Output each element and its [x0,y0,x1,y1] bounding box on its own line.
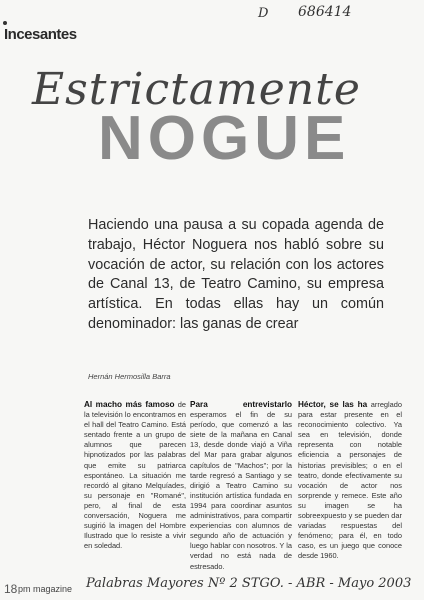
body-column-2 [190,400,292,572]
magazine-name: pm magazine [18,584,73,594]
column-text: esperamos el fin de su período, que comenzó a las siete de la mañana en Canal 13, desde donde viajó a Viña del Mar para grabar algunos capítulos de "Machos"; por la tarde regresó a Santiago y se dirigió a Teatro Camino su institución artística fundada en 1994 para coordinar asuntos administrativos, para compartir experiencias con alumnos de segundo año de actuación y luego hablar con nosotros. Y la verdad no está nada de estresado. [190,410,292,571]
column-text: de la televisión lo encontramos en el hall del Teatro Camino. Está sentado frente a un grupo de alumnos que parecen hipnotizados por las palabras que emite su patriarca espontáneo. La situación me recordó al gitano Melquíades, su personaje en "Romané", pero, al final de esta conversación, Noguera me sugirió la imagen del Hombre Ilustrado que lo resiste a vivir en soledad. [84,400,186,551]
handwritten-source-note: Palabras Mayores Nº 2 STGO. - ABR - Mayo 2003 [86,576,412,591]
handwritten-mark: D [258,6,269,21]
headline-script: Estrictamente [32,64,361,115]
column-lead-in: Al macho más famoso [84,400,175,409]
section-label: Incesantes [4,26,77,43]
headline-big: NOGUE [98,104,351,173]
column-text: arreglado para estar presente en el reconocimiento colectivo. Ya sea en televisión, donde representa con notable eficiencia a personajes de historias previsibles; o en el teatro, donde efectivamente su vocación de actor nos sorprende y remece. Este año su imagen se ha sobreexpuesto y se pueden dar variadas respuestas del fenómeno; para él, en todo caso, es un juego que conoce desde 1960. [298,400,403,561]
column-lead-in: Héctor, se las ha [298,400,368,409]
body-column-1 [84,400,186,551]
section-bullet [3,21,7,25]
page-number: 18 [4,582,18,596]
body-column-3 [298,400,402,562]
lead-paragraph: Haciendo una pausa a su copada agenda de trabajo, Héctor Noguera nos habló sobre su vocación de actor, su relación con los actores de Canal 13, de Teatro Camino, su empresa artística. En todas ellas hay un común denominador: las ganas de crear [88,217,384,332]
byline: Hernán Hermosilla Barra [88,372,171,381]
handwritten-number: 686414 [298,4,352,20]
column-lead-in: Para entrevistarlo [190,400,292,409]
